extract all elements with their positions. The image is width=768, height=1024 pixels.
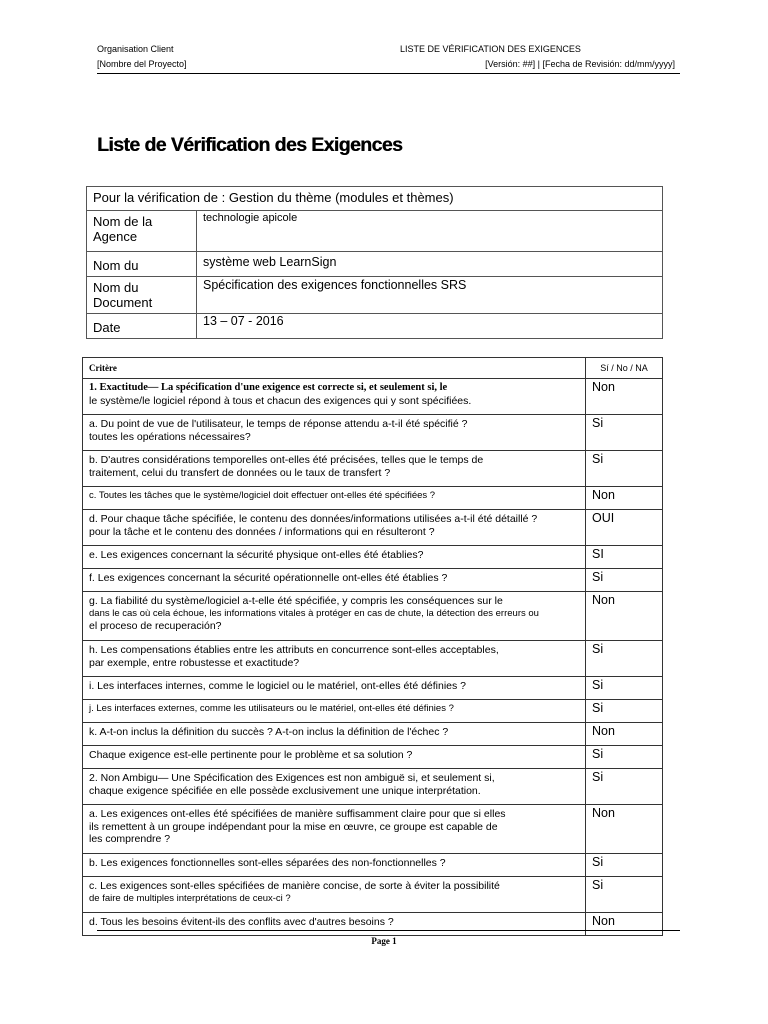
table-row bbox=[83, 723, 663, 746]
table-row bbox=[83, 415, 663, 451]
answer-cell: Si bbox=[586, 451, 663, 487]
criterion-line: Chaque exigence est-elle pertinente pour le problème et sa solution ? bbox=[89, 749, 413, 761]
criterion-line: par exemple, entre robustesse et exactitude? bbox=[89, 656, 300, 669]
table-row bbox=[83, 451, 663, 487]
answer-cell: Si bbox=[586, 746, 663, 769]
table-row bbox=[83, 877, 663, 913]
criterion-line: e. Les exigences concernant la sécurité physique ont-elles été établies? bbox=[89, 549, 424, 561]
answer-cell: Si bbox=[586, 854, 663, 877]
criterion-line: le système/le logiciel répond à tous et chacun des exigences qui y sont spécifiées. bbox=[89, 394, 472, 407]
criterion-line: chaque exigence spécifiée en elle possède exclusivement une unique interprétation. bbox=[89, 784, 481, 797]
info-label-document: Nom du Document bbox=[87, 277, 197, 314]
criterion-line: pour la tâche et le contenu des données / informations qui en résulteront ? bbox=[89, 525, 435, 538]
criterion-line: ils remettent à un groupe indépendant pour la mise en œuvre, ce groupe est capable de bbox=[89, 820, 498, 833]
table-row bbox=[83, 700, 663, 723]
answer-cell: Si bbox=[586, 641, 663, 677]
criterion-line: 2. Non Ambigu— Une Spécification des Exigences est non ambiguë si, et seulement si, bbox=[89, 772, 495, 784]
table-row bbox=[83, 569, 663, 592]
info-label-date: Date bbox=[87, 314, 197, 339]
answer-cell: Non bbox=[586, 913, 663, 936]
criterion-line: k. A-t-on inclus la définition du succès ? A-t-on inclus la définition de l'échec ? bbox=[89, 726, 449, 738]
criterion-line: j. Les interfaces externes, comme les utilisateurs ou le matériel, ont-elles été définies ? bbox=[89, 703, 454, 714]
info-value-agency: technologie apicole bbox=[197, 211, 663, 252]
page-number: Page 1 bbox=[371, 936, 397, 946]
answer-cell: Si bbox=[586, 569, 663, 592]
criterion-line: el proceso de recuperación? bbox=[89, 620, 222, 632]
page-title: Liste de Vérification des Exigences bbox=[97, 134, 403, 156]
criterion-line: traitement, celui du transfert de données ou le taux de transfert ? bbox=[89, 466, 391, 479]
header-version: [Versión: ##] | [Fecha de Revisión: dd/mm/yyyy] bbox=[485, 59, 675, 69]
header-organisation: Organisation Client bbox=[97, 44, 174, 54]
answer-cell: Non bbox=[586, 805, 663, 854]
answer-cell: SI bbox=[586, 546, 663, 569]
criterion-line: a. Du point de vue de l'utilisateur, le temps de réponse attendu a-t-il été spécifié ? bbox=[89, 418, 468, 430]
criterion-line: c. Toutes les tâches que le système/logiciel doit effectuer ont-elles été spécifiées ? bbox=[89, 490, 436, 501]
criteria-header: Critère bbox=[83, 358, 586, 379]
answer-cell: Si bbox=[586, 700, 663, 723]
answer-cell: Si bbox=[586, 877, 663, 913]
table-row bbox=[83, 510, 663, 546]
criterion-line: toutes les opérations nécessaires? bbox=[89, 430, 251, 443]
criterion-line: f. Les exigences concernant la sécurité opérationnelle ont-elles été établies ? bbox=[89, 572, 448, 584]
criterion-line: d. Tous les besoins évitent-ils des conflits avec d'autres besoins ? bbox=[89, 916, 394, 928]
table-row bbox=[83, 769, 663, 805]
verification-for: Pour la vérification de : Gestion du thème (modules et thèmes) bbox=[87, 187, 663, 211]
answer-cell: Non bbox=[586, 592, 663, 641]
table-row bbox=[83, 677, 663, 700]
header-doc-title: LISTE DE VÉRIFICATION DES EXIGENCES bbox=[400, 44, 581, 54]
criterion-line: les comprendre ? bbox=[89, 833, 171, 845]
info-label-agency: Nom de la Agence bbox=[87, 211, 197, 252]
criterion-line: 1. Exactitude— La spécification d'une exigence est correcte si, et seulement si, le bbox=[89, 382, 448, 393]
criteria-table bbox=[82, 357, 663, 936]
table-row bbox=[83, 546, 663, 569]
answer-cell: Non bbox=[586, 379, 663, 415]
table-row bbox=[83, 746, 663, 769]
header-project: [Nombre del Proyecto] bbox=[97, 59, 187, 69]
criterion-line: b. Les exigences fonctionnelles sont-elles séparées des non-fonctionnelles ? bbox=[89, 857, 446, 869]
table-row bbox=[83, 592, 663, 641]
criterion-line: h. Les compensations établies entre les attributs en concurrence sont-elles acceptables, bbox=[89, 644, 499, 656]
info-label-system: Nom du bbox=[87, 252, 197, 277]
criterion-line: a. Les exigences ont-elles été spécifiées de manière suffisamment claire pour que si elles bbox=[89, 808, 506, 820]
answer-cell: Si bbox=[586, 677, 663, 700]
answer-cell: OUI bbox=[586, 510, 663, 546]
table-row bbox=[83, 854, 663, 877]
table-row bbox=[83, 913, 663, 936]
info-value-date: 13 – 07 - 2016 bbox=[197, 314, 663, 339]
info-value-system: système web LearnSign bbox=[197, 252, 663, 277]
table-row bbox=[83, 805, 663, 854]
criterion-line: g. La fiabilité du système/logiciel a-t-elle été spécifiée, y compris les conséquences sur le bbox=[89, 595, 503, 607]
answer-cell: Si bbox=[586, 769, 663, 805]
info-value-document: Spécification des exigences fonctionnelles SRS bbox=[197, 277, 663, 314]
criterion-line: b. D'autres considérations temporelles ont-elles été précisées, telles que le temps de bbox=[89, 454, 484, 466]
answer-header: Sí / No / NA bbox=[586, 358, 663, 379]
answer-cell: Si bbox=[586, 415, 663, 451]
header-rule bbox=[97, 73, 680, 74]
table-row bbox=[83, 641, 663, 677]
criterion-line: i. Les interfaces internes, comme le logiciel ou le matériel, ont-elles été définies ? bbox=[89, 680, 467, 692]
criterion-line: dans le cas où cela échoue, les informations vitales à protéger en cas de chute, la détection des erreurs ou bbox=[89, 607, 539, 619]
criterion-line: c. Les exigences sont-elles spécifiées de manière concise, de sorte à éviter la possibilité bbox=[89, 880, 500, 892]
criterion-line: d. Pour chaque tâche spécifiée, le contenu des données/informations utilisées a-t-il été détaillé ? bbox=[89, 513, 538, 525]
answer-cell: Non bbox=[586, 723, 663, 746]
criterion-line: de faire de multiples interprétations de ceux-ci ? bbox=[89, 892, 291, 904]
table-row bbox=[83, 487, 663, 510]
footer-rule bbox=[97, 930, 680, 931]
info-table bbox=[86, 186, 663, 339]
answer-cell: Non bbox=[586, 487, 663, 510]
table-row bbox=[83, 379, 663, 415]
